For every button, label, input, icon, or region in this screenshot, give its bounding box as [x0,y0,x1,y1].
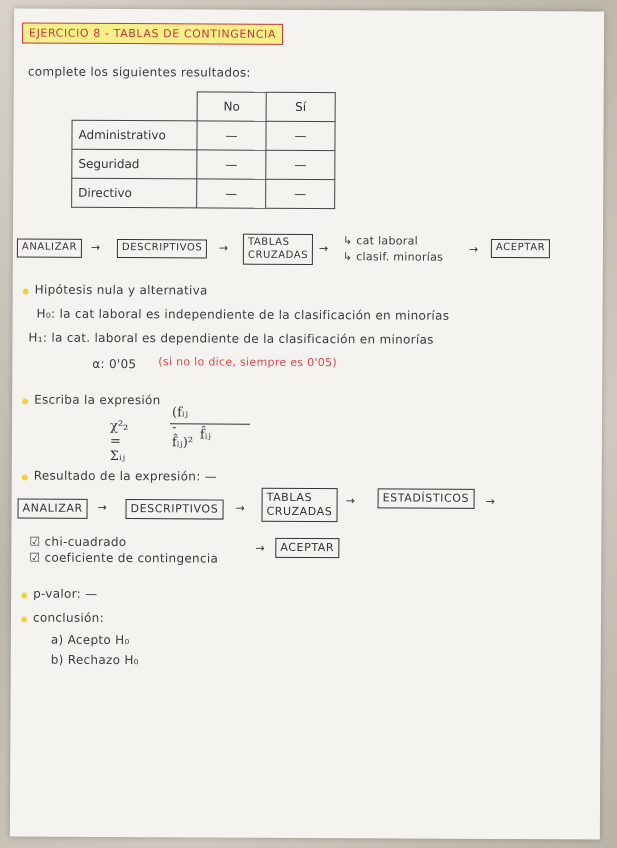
formula-denominator: f̂ᵢⱼ [199,427,211,443]
flow1-tablas-cruzadas-box [243,234,313,265]
bullet-icon [22,475,28,481]
table-row [72,178,335,208]
bullet-icon [21,593,27,599]
arrow-icon: → [468,242,479,256]
flow2-estadisticos-box: ESTADÍSTICOS [378,488,475,508]
paper-sheet [10,8,604,839]
expression-heading: Escriba la expresión [34,392,161,408]
flow2-tablas-cruzadas-box [261,488,337,522]
h0-text: H₀: la cat laboral es independiente de la clasificación en minorías [36,306,450,323]
table-cell: — [266,121,335,150]
hypothesis-heading: Hipótesis nula y alternativa [34,282,208,298]
flow1-descriptivos-box: DESCRIPTIVOS [117,239,208,258]
bullet-icon [23,289,29,295]
page-title: EJERCICIO 8 - TABLAS DE CONTINGENCIA [22,23,283,45]
alpha-note: (si no lo dice, siempre es 0'05) [158,355,337,370]
h1-text: H₁: la cat. laboral es dependiente de la clasificación en minorías [28,330,434,347]
box-line: CRUZADAS [266,504,333,518]
conclusion-option-b: b) Rechazo H₀ [50,652,139,668]
arrow-icon: → [485,494,495,508]
table-cell: — [197,121,266,150]
check-chi-cuadrado: ☑ chi-cuadrado [29,534,127,550]
row-label: Seguridad [72,149,197,179]
arrow-icon: → [97,500,107,514]
table-row [72,149,335,179]
box-line: TABLAS [266,490,313,505]
pvalue-text: p-valor: — [33,586,98,601]
bullet-icon [22,399,28,405]
table-cell: — [197,150,266,179]
conclusion-option-a: a) Acepto H₀ [50,632,130,648]
arrow-icon: → [90,240,101,254]
column-header-no: No [197,92,266,121]
row-label: Administrativo [72,120,197,150]
flow2-aceptar-box: ACEPTAR [275,538,339,558]
variable-cat-laboral: ↳ cat laboral [342,234,419,248]
alpha-text: α: 0'05 [92,356,137,372]
conclusion-heading: conclusión: [32,610,104,625]
flow1-aceptar-box: ACEPTAR [491,239,550,258]
table-cell: — [197,179,266,208]
formula-numerator: (fᵢⱼ - f̂ᵢⱼ)² [171,405,194,451]
arrow-icon: → [218,241,229,255]
flow2-analizar-box: ANALIZAR [18,498,88,518]
column-header-si: Sí [266,92,335,121]
arrow-icon: → [345,494,355,508]
box-line: TABLAS [247,236,290,248]
bullet-icon [21,617,27,623]
box-line: CRUZADAS [247,249,309,261]
result-heading: Resultado de la expresión: — [33,468,218,484]
check-coeficiente: ☑ coeficiente de contingencia [29,550,219,566]
flow2-descriptivos-box: DESCRIPTIVOS [126,499,224,519]
table-row [72,120,335,150]
table-cell: — [266,179,335,208]
arrow-icon: → [318,242,329,256]
flow1-analizar-box: ANALIZAR [17,238,82,257]
formula-lhs: χ²₂ = Σᵢⱼ [109,418,129,465]
table-cell: — [266,150,335,179]
row-label: Directivo [72,178,197,208]
table-header-row [72,91,335,121]
contingency-table [71,91,336,209]
arrow-icon: → [235,501,245,515]
instruction-text: complete los siguientes resultados: [27,64,251,80]
arrow-icon: → [255,541,265,555]
variable-clasif-minorias: ↳ clasif. minorías [342,250,444,264]
